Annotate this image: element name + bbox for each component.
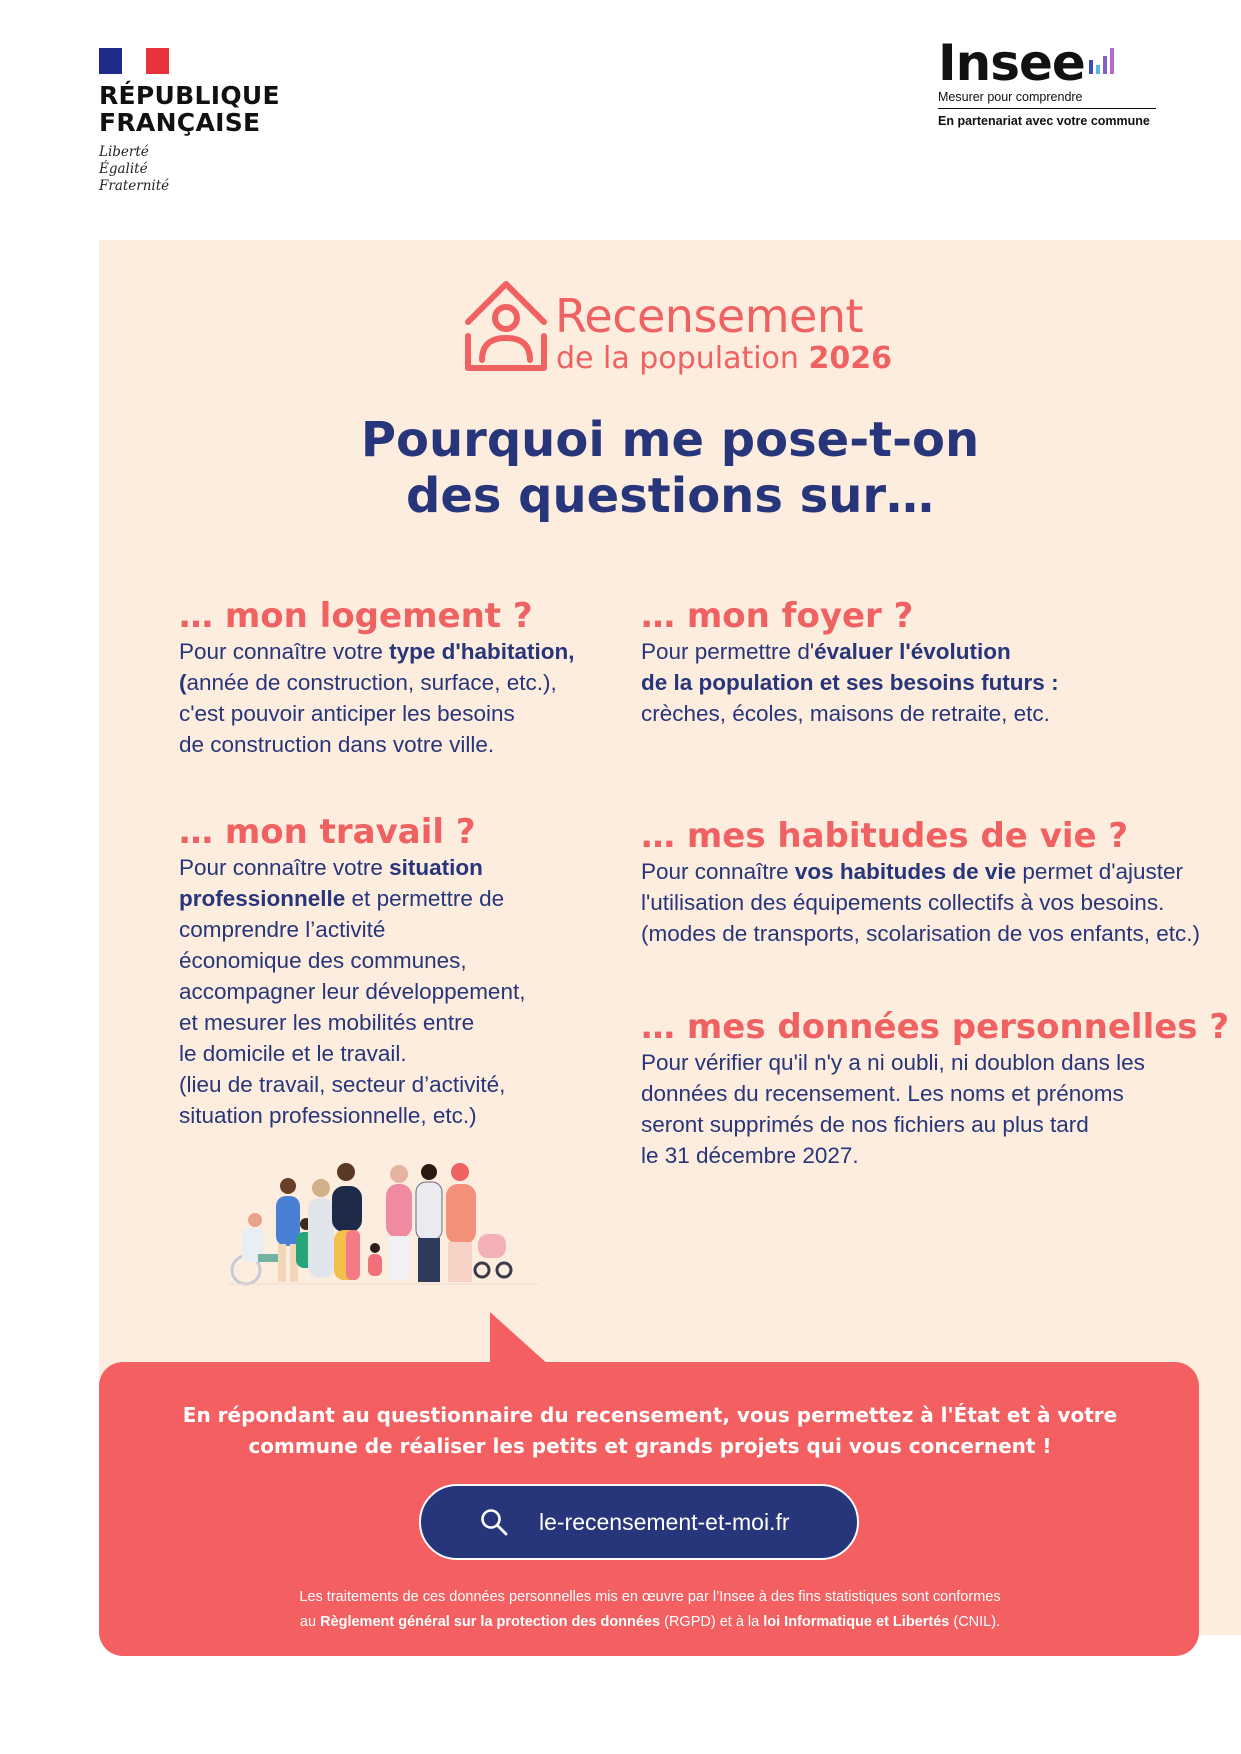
census-subtitle: de la population 2026	[556, 341, 892, 376]
question-title: … mes habitudes de vie ?	[641, 816, 1129, 856]
question-title: … mes données personnelles ?	[641, 1007, 1230, 1047]
legal-notice: Les traitements de ces données personnelles mis en œuvre par l’Insee à des fins statistiques sont conformes au Règlement général sur la protection des données (RGPD) et à la loi Informatique et Libertés (CNIL).	[299, 1589, 1001, 1630]
question-title: … mon logement ?	[179, 596, 533, 636]
question-title: … mon travail ?	[179, 812, 476, 852]
callout-tail	[480, 1312, 550, 1366]
question-foyer	[641, 596, 1201, 729]
question-body: Pour permettre d'évaluer l'évolution de la population et ses besoins futurs : crèches, écoles, maisons de retraite, etc.	[641, 639, 1059, 726]
question-travail	[179, 812, 599, 1131]
people-group-illustration	[228, 1158, 538, 1286]
insee-tagline: Mesurer pour comprendre	[938, 90, 1156, 109]
question-body: Pour connaître votre type d'habitation, (année de construction, surface, etc.), c'est pouvoir anticiper les besoins de construction dans votre ville.	[179, 639, 575, 757]
website-link[interactable]: le-recensement-et-moi.fr	[539, 1508, 790, 1535]
insee-partner: En partenariat avec votre commune	[938, 114, 1150, 128]
republique-francaise-logo	[99, 48, 289, 195]
page-title: Pourquoi me pose-t-on des questions sur…	[360, 412, 980, 524]
rf-motto: Liberté Égalité Fraternité	[99, 144, 170, 194]
insee-name: Insee	[938, 34, 1085, 92]
census-title: Recensement	[555, 289, 864, 343]
question-habitudes	[641, 816, 1231, 949]
rf-name: RÉPUBLIQUE FRANÇAISE	[99, 81, 280, 137]
question-body: Pour connaître votre situation professionnelle et permettre de comprendre l’activité économique des communes, accompagner leur développement, et mesurer les mobilités entre le domicile et le travail. (lieu de travail, secteur d’activité, situation professionnelle, etc.)	[179, 855, 526, 1128]
question-donnees	[641, 1007, 1231, 1171]
callout-message: En répondant au questionnaire du recensement, vous permettez à l'État et à votre commune de réaliser les petits et grands projets qui vous concernent !	[182, 1403, 1118, 1458]
insee-bars-icon	[1089, 48, 1117, 74]
search-icon	[479, 1507, 509, 1537]
question-title: … mon foyer ?	[641, 596, 914, 636]
question-body: Pour connaître vos habitudes de vie permet d'ajuster l'utilisation des équipements collectifs à vos besoins. (modes de transports, scolarisation de vos enfants, etc.)	[641, 859, 1201, 946]
insee-logo	[938, 34, 1168, 128]
website-button[interactable]	[419, 1484, 859, 1560]
census-year: 2026	[808, 341, 892, 376]
question-logement	[179, 596, 599, 760]
question-body: Pour vérifier qu'il n'y a ni oubli, ni doublon dans les données du recensement. Les noms et prénoms seront supprimés de nos fichiers au plus tard le 31 décembre 2027.	[641, 1050, 1145, 1168]
french-flag-icon	[99, 48, 169, 74]
